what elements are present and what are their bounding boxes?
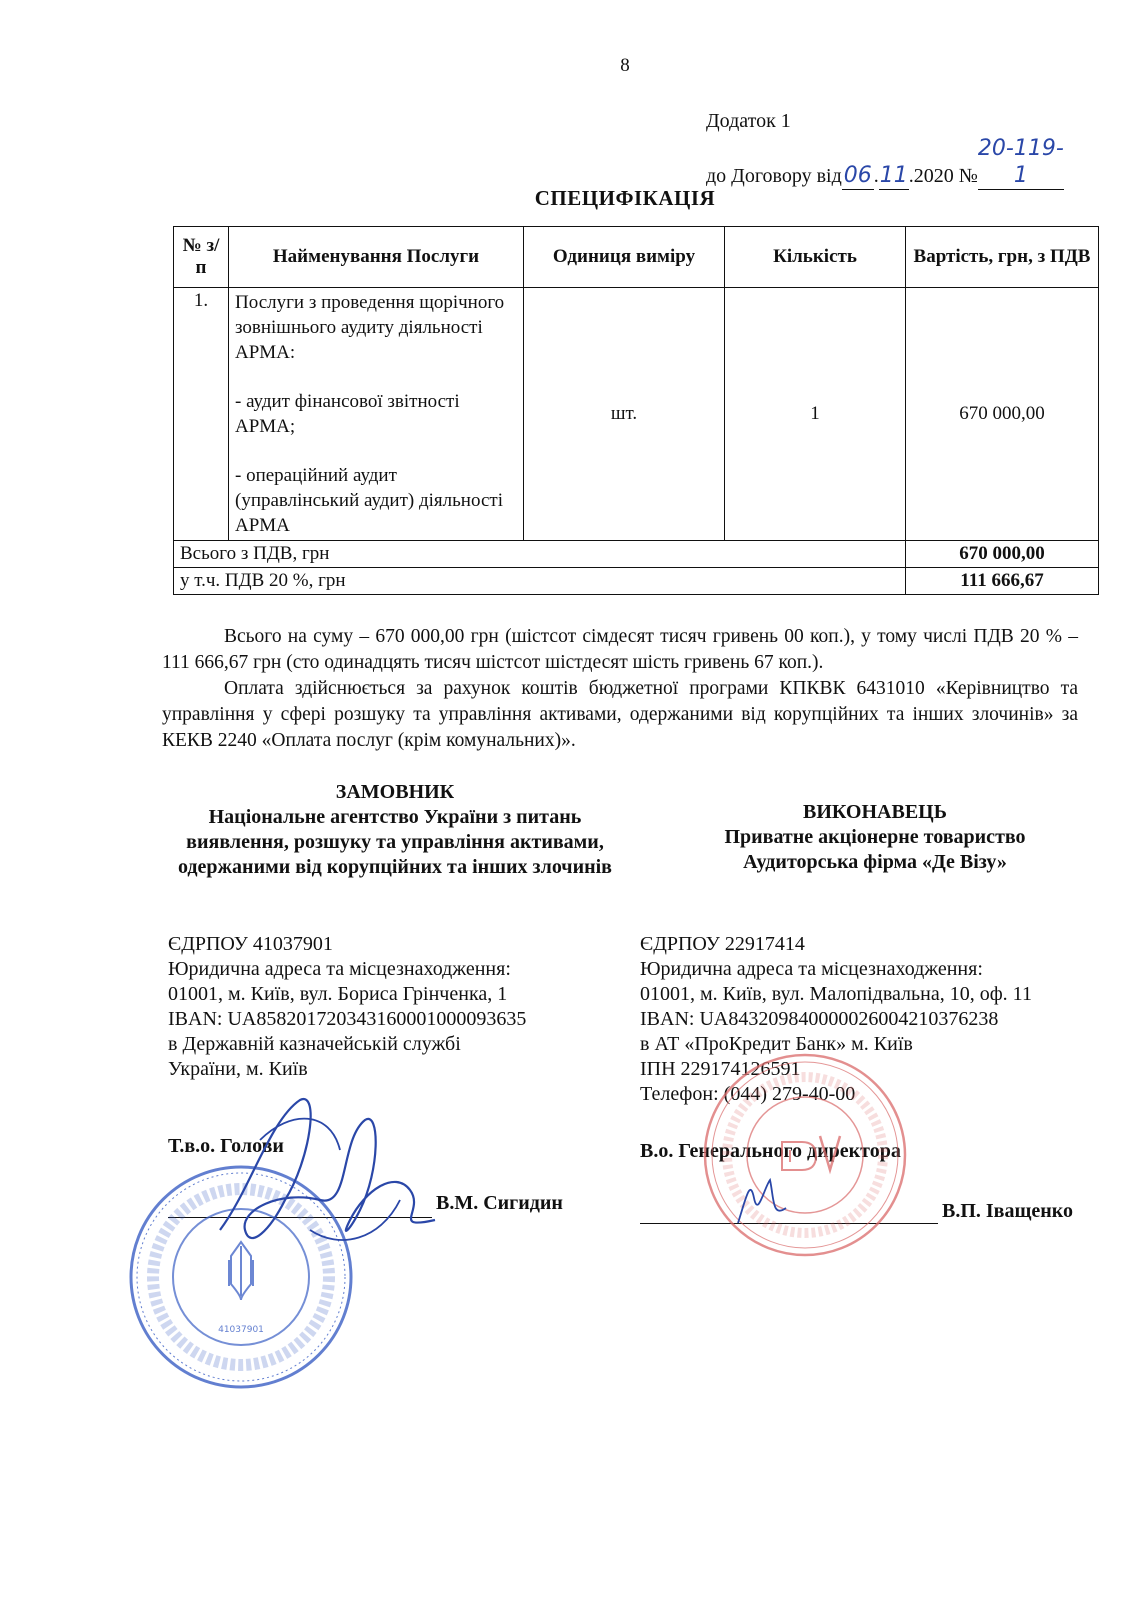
stamp-logo-icon [782,1142,816,1170]
vat-row [174,568,1099,595]
stamp-code: 41037901 [218,1325,264,1335]
service-main: Послуги з проведення щорічного зовнішнього аудиту діяльності АРМА: [235,292,505,363]
header-cost: Вартість, грн, з ПДВ [906,227,1099,288]
customer-address: 01001, м. Київ, вул. Бориса Грінченка, 1 [168,983,508,1005]
total-row [174,541,1099,568]
contractor-iban: IBAN: UA843209840000026004210376238 [640,1008,999,1030]
total-value: 670 000,00 [906,541,1099,568]
customer-role: ЗАМОВНИК [335,781,455,803]
customer-edrpou: ЄДРПОУ 41037901 [168,933,333,955]
row-qty: 1 [725,288,906,541]
header-name: Найменування Послуги [229,227,524,288]
page-number: 8 [620,55,630,76]
contractor-address-label: Юридична адреса та місцезнаходження: [640,958,983,980]
stamp-logo-v-icon [820,1136,840,1170]
document-title: СПЕЦИФІКАЦІЯ [534,186,716,210]
row-unit: шт. [524,288,725,541]
header-qty: Кількість [725,227,906,288]
customer-address-label: Юридична адреса та місцезнаходження: [168,958,511,980]
customer-bank: в Державній казначейській службі [168,1033,461,1055]
customer-block-title [170,780,620,880]
table-row [174,288,1099,541]
signature-flourish [260,1119,400,1240]
contractor-edrpou: ЄДРПОУ 22917414 [640,933,805,955]
contractor-signature [728,1168,798,1238]
service-item-operational: - операційний аудит (управлінський аудит) діяльності АРМА [235,465,503,536]
customer-bank-city: України, м. Київ [168,1058,308,1080]
contractor-bank: в АТ «ПроКредит Банк» м. Київ [640,1033,913,1055]
total-sum-paragraph: Всього на суму – 670 000,00 грн (шістсот сімдесят тисяч гривень 00 коп.), у тому числі ПДВ 20 % – 111 666,67 грн (сто одинадцять тисяч шістсот шістдесят шість гривень 67 коп.). [162,626,1078,673]
contractor-name: Приватне акціонерне товариство Аудиторська фірма «Де Візу» [724,826,1026,873]
customer-signature [190,1080,450,1280]
customer-signatory-name: В.М. Сигидин [436,1192,563,1214]
row-num: 1. [174,288,229,541]
appendix-header [706,108,1064,190]
contract-day: 06 [843,163,872,188]
contract-number: 20-119-1 [977,136,1064,188]
customer-signatory-title: Т.в.о. Голови [168,1135,284,1157]
contractor-signatory-title: В.о. Генерального директора [640,1140,901,1162]
contractor-role: ВИКОНАВЕЦЬ [803,801,947,823]
appendix-contract-ref: до Договору від06 .11.2020 №20-119-1 [706,136,1064,188]
contractor-ipn: ІПН 229174126591 [640,1058,801,1080]
appendix-number: Додаток 1 [706,110,791,132]
contract-ref-prefix: до Договору від [706,165,842,187]
contract-year: .2020 № [908,165,978,187]
customer-iban: IBAN: UA858201720343160001000093635 [168,1008,527,1030]
contractor-signatory-name: В.П. Іващенко [942,1200,1074,1222]
header-num: № з/п [174,227,229,288]
vat-label: у т.ч. ПДВ 20 %, грн [174,568,906,595]
total-label: Всього з ПДВ, грн [174,541,906,568]
service-item-financial: - аудит фінансової звітності АРМА; [235,391,460,437]
vat-value: 111 666,67 [906,568,1099,595]
header-unit: Одиниця виміру [524,227,725,288]
customer-name: Національне агентство України з питань виявлення, розшуку та управління активами, одержаними від корупційних та інших злочинів [178,806,612,878]
contractor-address: 01001, м. Київ, вул. Малопідвальна, 10, оф. 11 [640,983,1032,1005]
contract-month: 11 [879,163,908,188]
payment-text [162,624,1078,754]
row-service-name [229,288,524,541]
specification-table [173,226,1099,595]
table-header-row [174,227,1099,288]
signature-stroke [738,1180,786,1223]
signature-stroke [220,1099,435,1238]
contractor-block-title [650,800,1100,875]
funding-paragraph: Оплата здійснюється за рахунок коштів бюджетної програми КПКВК 6431010 «Керівництво та управління у сфері розшуку та управління активами, одержаними від корупційних та інших злочинів» за КЕКВ 2240 «Оплата послуг (крім комунальних)». [162,678,1078,751]
customer-requisites [168,932,526,1082]
row-cost: 670 000,00 [906,288,1099,541]
contractor-phone: Телефон: (044) 279-40-00 [640,1083,856,1105]
